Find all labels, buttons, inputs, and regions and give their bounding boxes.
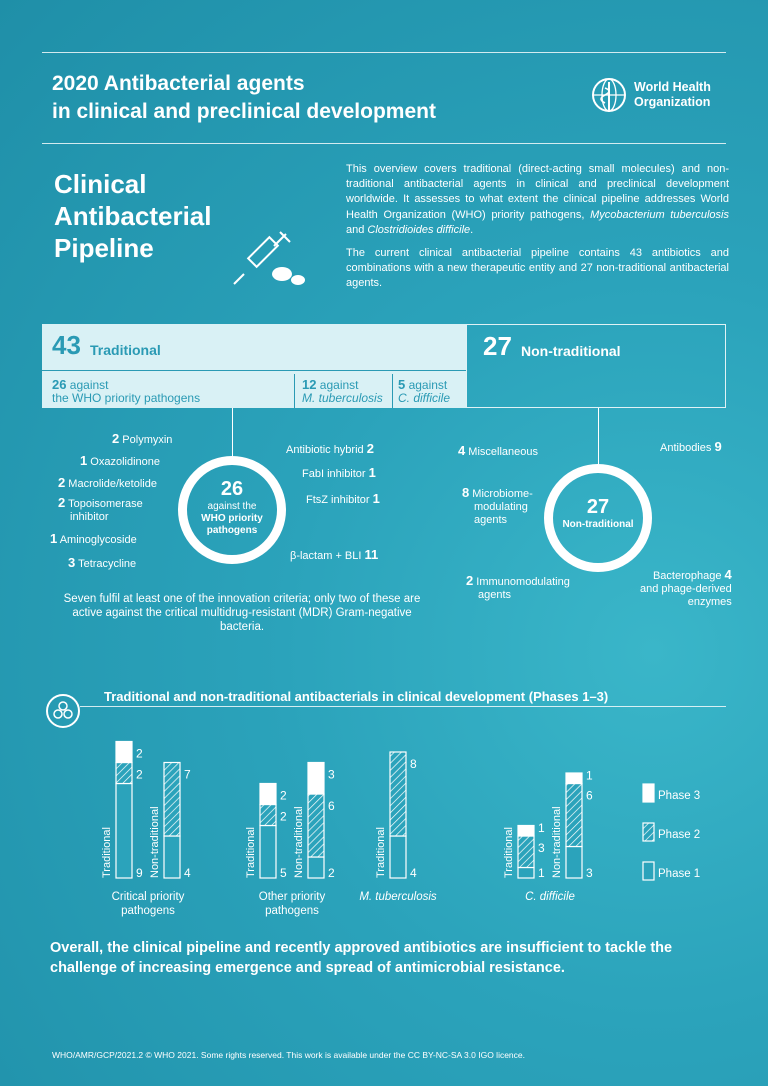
bar-segment-phase1 <box>518 868 534 879</box>
cdiff-count: 5 against C. difficile <box>398 377 451 405</box>
innovation-note: Seven fulfil at least one of the innovation criteria; only two of these are active against the critical multidrug-resistant (MDR) Gram-negative bacteria. <box>63 593 421 633</box>
group-label: pathogens <box>265 905 319 917</box>
bar-category-label: Traditional <box>503 827 515 878</box>
bar-category-label: Traditional <box>245 827 257 878</box>
traditional-count: 43 <box>52 330 81 360</box>
traditional-ring-label: 26 against the WHO priority pathogens <box>201 478 263 536</box>
bar-segment-phase1 <box>164 836 180 878</box>
bar-segment-phase2 <box>518 836 534 868</box>
bar-value-label: 5 <box>280 866 287 880</box>
bar-segment-phase3 <box>518 826 534 837</box>
bar-segment-phase2 <box>566 784 582 847</box>
bar-segment-phase1 <box>390 836 406 878</box>
bar-segment-phase2 <box>308 794 324 857</box>
legend-swatch <box>643 823 654 841</box>
bar-category-label: Traditional <box>101 827 113 878</box>
traditional-label: Traditional <box>90 342 161 358</box>
bar-value-label: 7 <box>184 767 191 782</box>
class-antibodies: Antibodies 9 <box>660 439 722 454</box>
bar-value-label: 2 <box>280 788 287 803</box>
bar-segment-phase2 <box>164 763 180 837</box>
class-antibiotic-hybrid: Antibiotic hybrid 2 <box>286 441 374 456</box>
who-emblem-icon <box>588 74 630 116</box>
legend-label: Phase 2 <box>658 829 701 841</box>
group-label: Other priority <box>258 891 326 903</box>
who-pathogens-count: 26 against the WHO priority pathogens <box>52 377 201 405</box>
bar-value-label: 2 <box>328 866 335 880</box>
nontraditional-ring-label: 27 Non-traditional <box>562 496 634 530</box>
bar-value-label: 6 <box>328 799 335 813</box>
class-aminoglycoside: 1 Aminoglycoside <box>50 531 137 546</box>
bar-segment-phase2 <box>116 763 132 784</box>
group-label: M. tuberculosis <box>359 891 437 903</box>
phase-bar-chart <box>40 710 740 926</box>
bar-value-label: 1 <box>586 768 593 783</box>
chart-divider <box>80 706 726 707</box>
legend-label: Phase 3 <box>658 790 701 802</box>
legend-swatch <box>643 784 654 802</box>
footer-licence: WHO/AMR/GCP/2021.2 © WHO 2021. Some rights reserved. This work is available under the CC BY-NC-SA 3.0 IGO licence. <box>52 1050 525 1060</box>
class-tetracycline: 3 Tetracycline <box>68 555 137 570</box>
class-beta-lactam: β-lactam + BLI 11 <box>290 547 379 562</box>
bar-segment-phase1 <box>566 847 582 879</box>
bar-value-label: 9 <box>136 866 143 880</box>
class-macrolide: 2 Macrolide/ketolide <box>58 475 157 490</box>
bar-segment-phase3 <box>308 763 324 795</box>
bar-category-label: Traditional <box>375 827 387 878</box>
bar-segment-phase2 <box>390 752 406 836</box>
bar-value-label: 2 <box>136 746 143 761</box>
bar-category-label: Non-traditional <box>551 806 563 878</box>
bar-value-label: 3 <box>586 866 593 880</box>
intro-text <box>346 162 729 300</box>
bar-segment-phase2 <box>260 805 276 826</box>
class-fabi-inhibitor: FabI inhibitor 1 <box>302 465 376 480</box>
bar-value-label: 2 <box>136 767 143 782</box>
tb-count: 12 against M. tuberculosis <box>302 377 383 405</box>
nontraditional-label: Non-traditional <box>521 343 621 359</box>
bar-segment-phase3 <box>116 742 132 763</box>
bar-value-label: 8 <box>410 757 417 771</box>
class-polymyxin: 2 Polymyxin <box>112 431 173 446</box>
bar-segment-phase1 <box>308 857 324 878</box>
nontraditional-count: 27 <box>483 331 512 361</box>
bar-value-label: 1 <box>538 821 545 835</box>
bar-value-label: 4 <box>410 866 417 880</box>
chart-title: Traditional and non-traditional antibacterials in clinical development (Phases 1–3) <box>104 689 609 704</box>
intro-paragraph-2: The current clinical antibacterial pipeline contains 43 antibiotics and combinations with a new therapeutic entity and 27 non-traditional antibacterial agents. <box>346 247 729 290</box>
bar-value-label: 6 <box>586 788 593 803</box>
bar-segment-phase3 <box>260 784 276 805</box>
top-divider <box>42 52 726 53</box>
bar-segment-phase1 <box>260 826 276 879</box>
bar-value-label: 2 <box>280 809 287 824</box>
nontraditional-summary-box <box>466 324 726 408</box>
syringe-pills-icon <box>230 230 310 290</box>
class-ftsz-inhibitor: FtsZ inhibitor 1 <box>306 491 380 506</box>
legend-swatch <box>643 862 654 880</box>
class-microbiome: 8 Microbiome- modulating agents <box>462 485 533 526</box>
bar-value-label: 4 <box>184 866 191 880</box>
bar-segment-phase3 <box>566 773 582 784</box>
class-immunomodulating: 2 Immunomodulating agents <box>466 573 570 601</box>
class-bacteriophage: Bacterophage 4 and phage-derived enzymes <box>640 567 732 608</box>
bar-segment-phase1 <box>116 784 132 879</box>
bar-category-label: Non-traditional <box>149 806 161 878</box>
intro-paragraph-1: This overview covers traditional (direct-acting small molecules) and non-traditional antibacterial agents in clinical and preclinical development worldwide. It assesses to what extent the clinical pipeline addresses World Health Organization (WHO) priority pathogens, Mycobacterium tuberculosis and Clostridioides difficile. <box>346 163 729 236</box>
conclusion-message: Overall, the clinical pipeline and recently approved antibiotics are insufficient to tackle the challenge of increasing emergence and spread of antimicrobial resistance. <box>50 940 673 976</box>
group-label: Critical priority <box>111 891 185 903</box>
group-label: C. difficile <box>525 891 575 903</box>
page-title: 2020 Antibacterial agents in clinical and preclinical development <box>52 72 436 123</box>
group-label: pathogens <box>121 905 175 917</box>
traditional-summary-box <box>42 324 466 408</box>
pipeline-title: Clinical Antibacterial Pipeline <box>54 169 212 263</box>
class-topoisomerase: 2 Topoisomerase inhibitor <box>58 495 143 523</box>
bar-value-label: 3 <box>328 767 335 782</box>
bar-value-label: 1 <box>538 866 545 880</box>
bar-category-label: Non-traditional <box>293 806 305 878</box>
class-miscellaneous: 4 Miscellaneous <box>458 443 538 458</box>
who-logo: World Health Organization <box>588 74 728 122</box>
legend-label: Phase 1 <box>658 868 701 880</box>
bar-value-label: 3 <box>538 841 545 855</box>
class-oxazolidinone: 1 Oxazolidinone <box>80 453 161 468</box>
header-divider <box>42 143 726 144</box>
